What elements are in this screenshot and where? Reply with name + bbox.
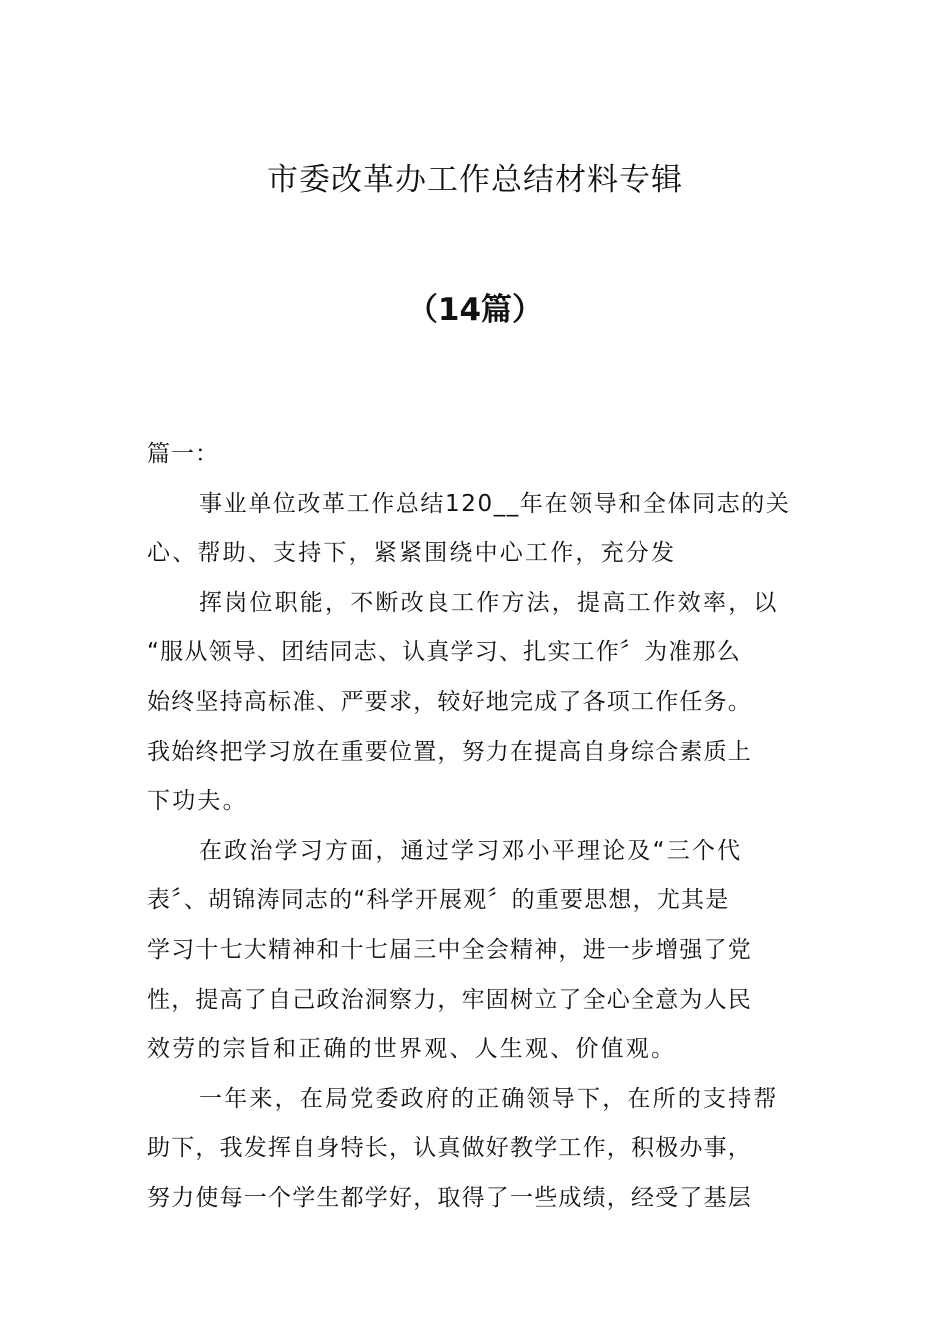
section-label: 篇一： (147, 441, 219, 467)
paragraph-line: 心、帮助、支持下，紧紧围绕中心工作，充分发 (147, 540, 677, 567)
paragraph (147, 480, 807, 579)
paragraph-line: 一年来，在局党委政府的正确领导下，在所的支持帮 (199, 1085, 779, 1112)
paragraph-line: 性，提高了自己政治洞察力，牢固树立了全心全意为人民 (147, 986, 752, 1013)
document-title: 市委改革办工作总结材料专辑 (267, 162, 683, 198)
paragraph-line: 努力使每一个学生都学好，取得了一些成绩，经受了基层 (147, 1184, 752, 1211)
paragraph-line: “服从领导、团结同志、认真学习、扎实工作〞为准那么 (147, 639, 741, 666)
paragraph-line: 事业单位改革工作总结120__年在领导和全体同志的关 (199, 490, 791, 517)
paragraph (147, 1075, 807, 1224)
paragraph-line: 表〞、胡锦涛同志的“科学开展观〞的重要思想，尤其是 (147, 887, 730, 914)
paragraph (147, 827, 807, 1075)
document-subtitle: （14篇） (406, 292, 544, 328)
paragraph (147, 579, 807, 827)
paragraph-line: 学习十七大精神和十七届三中全会精神，进一步增强了党 (147, 936, 752, 963)
paragraph-line: 在政治学习方面，通过学习邓小平理论及“三个代 (199, 837, 743, 864)
document-body (147, 430, 807, 1224)
paragraph-line: 助下，我发挥自身特长，认真做好教学工作，积极办事， (147, 1135, 752, 1162)
paragraph-line: 我始终把学习放在重要位置，努力在提高自身综合素质上 (147, 738, 752, 765)
paragraph-line: 挥岗位职能，不断改良工作方法，提高工作效率，以 (199, 589, 779, 616)
paragraph-line: 下功夫。 (147, 788, 248, 815)
paragraph-line: 始终坚持高标准、严要求，较好地完成了各项工作任务。 (147, 688, 752, 715)
paragraph-line: 效劳的宗旨和正确的世界观、人生观、价值观。 (147, 1036, 677, 1063)
